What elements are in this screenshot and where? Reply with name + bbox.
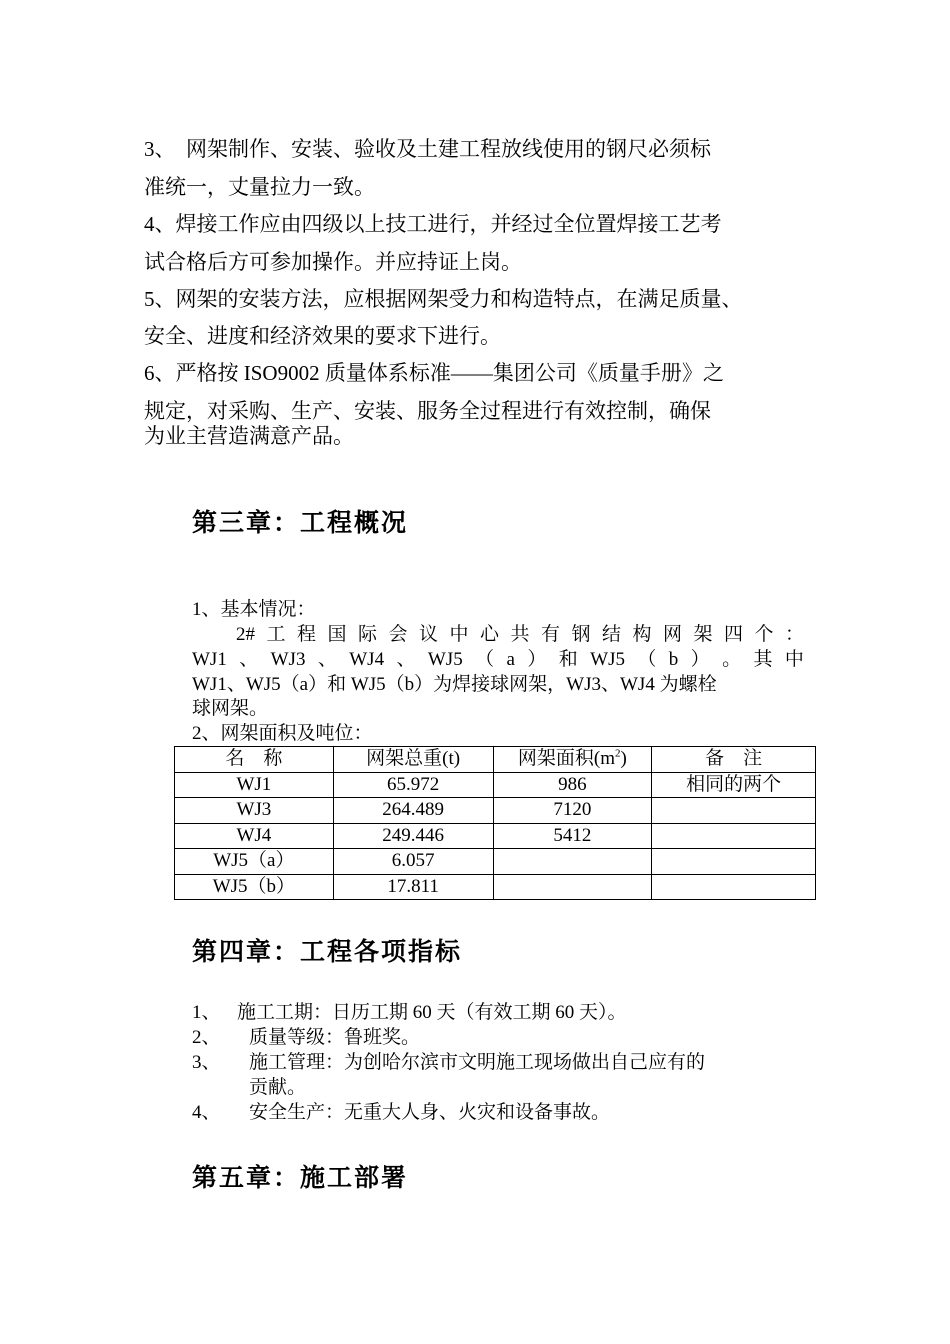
cell-name: WJ1 bbox=[175, 772, 334, 798]
cell-weight: 6.057 bbox=[333, 849, 493, 875]
header-area bbox=[493, 747, 652, 773]
area-tonnage-heading: 2、网架面积及吨位： bbox=[192, 723, 373, 744]
word: WJ5 bbox=[427, 649, 463, 670]
chapter-3-title: 第三章：工程概况 bbox=[192, 508, 409, 537]
word: a bbox=[506, 649, 515, 670]
table-row bbox=[175, 772, 816, 798]
word: 国 bbox=[327, 624, 347, 645]
word: 、 bbox=[396, 649, 416, 670]
word: 构 bbox=[632, 624, 652, 645]
cell-remark bbox=[652, 874, 816, 900]
item-6-line2: 规定，对采购、生产、安装、服务全过程进行有效控制，确保 bbox=[144, 399, 711, 423]
word: 共 bbox=[510, 624, 530, 645]
item-6-line3: 为业主营造满意产品。 bbox=[144, 424, 354, 448]
indicator-4-text: 安全生产：无重大人身、火灾和设备事故。 bbox=[249, 1102, 611, 1123]
word: 网 bbox=[662, 624, 682, 645]
word: 程 bbox=[296, 624, 316, 645]
header-name: 名 称 bbox=[175, 747, 334, 773]
word: WJ1 bbox=[192, 649, 227, 670]
cell-weight: 264.489 bbox=[333, 798, 493, 824]
word: 有 bbox=[540, 624, 560, 645]
word: 心 bbox=[479, 624, 499, 645]
indicator-1-num: 1、 bbox=[192, 1002, 221, 1023]
cell-name: WJ5（b） bbox=[175, 874, 334, 900]
cell-name: WJ4 bbox=[175, 823, 334, 849]
header-remark: 备 注 bbox=[652, 747, 816, 773]
cell-name: WJ5（a） bbox=[175, 849, 334, 875]
word: （ bbox=[475, 649, 495, 670]
cell-weight: 249.446 bbox=[333, 823, 493, 849]
word: WJ3 bbox=[270, 649, 306, 670]
basic-info-line4: 球网架。 bbox=[192, 698, 269, 719]
basic-info-heading: 1、基本情况： bbox=[192, 599, 316, 620]
word: 个 bbox=[754, 624, 774, 645]
indicator-1-text: 施工工期：日历工期 60 天（有效工期 60 天）。 bbox=[237, 1002, 627, 1023]
table-header-row bbox=[175, 747, 816, 773]
cell-weight: 17.811 bbox=[333, 874, 493, 900]
word: ） bbox=[690, 649, 710, 670]
item-5-line2: 安全、进度和经济效果的要求下进行。 bbox=[144, 324, 501, 348]
header-area-text: 网架面积(m bbox=[517, 748, 616, 770]
header-area-exponent: 2 bbox=[615, 747, 621, 760]
item-3-line1: 3、 网架制作、安装、验收及土建工程放线使用的钢尺必须标 bbox=[144, 137, 711, 161]
word: 架 bbox=[693, 624, 713, 645]
chapter-5-title: 第五章：施工部署 bbox=[192, 1163, 409, 1192]
word: 工 bbox=[266, 624, 286, 645]
item-4-line1: 4、焊接工作应由四级以上技工进行，并经过全位置焊接工艺考 bbox=[144, 212, 722, 236]
cell-area: 7120 bbox=[493, 798, 652, 824]
cell-area: 5412 bbox=[493, 823, 652, 849]
word: b bbox=[668, 649, 679, 670]
word: ： bbox=[784, 624, 804, 645]
grid-area-table bbox=[174, 746, 816, 900]
cell-area bbox=[493, 874, 652, 900]
basic-info-line3: WJ1、WJ5（a）和 WJ5（b）为焊接球网架，WJ3、WJ4 为螺栓 bbox=[192, 674, 717, 695]
indicator-3-text: 施工管理：为创哈尔滨市文明施工现场做出自己应有的 bbox=[249, 1052, 706, 1073]
basic-info-line2 bbox=[192, 648, 804, 672]
word: 议 bbox=[418, 624, 438, 645]
cell-remark bbox=[652, 798, 816, 824]
cell-remark bbox=[652, 849, 816, 875]
cell-remark bbox=[652, 823, 816, 849]
word: 和 bbox=[558, 649, 578, 670]
chapter-4-title: 第四章：工程各项指标 bbox=[192, 937, 463, 966]
word: 。 bbox=[722, 649, 742, 670]
cell-name: WJ3 bbox=[175, 798, 334, 824]
word: 、 bbox=[239, 649, 259, 670]
table-row bbox=[175, 798, 816, 824]
word: 中 bbox=[449, 624, 469, 645]
table-row bbox=[175, 849, 816, 875]
table-row bbox=[175, 874, 816, 900]
indicator-2-text: 质量等级：鲁班奖。 bbox=[249, 1027, 421, 1048]
word: 际 bbox=[357, 624, 377, 645]
word: WJ4 bbox=[349, 649, 385, 670]
word: WJ5 bbox=[590, 649, 625, 670]
indicator-3-cont: 贡献。 bbox=[249, 1077, 307, 1098]
indicator-3-num: 3、 bbox=[192, 1052, 221, 1073]
word: 其 bbox=[753, 649, 773, 670]
word: 、 bbox=[317, 649, 337, 670]
basic-info-line1 bbox=[236, 623, 804, 647]
indicator-4-num: 4、 bbox=[192, 1102, 221, 1123]
item-6-line1: 6、严格按 ISO9002 质量体系标准——集团公司《质量手册》之 bbox=[144, 361, 724, 385]
word: ） bbox=[527, 649, 547, 670]
item-4-line2: 试合格后方可参加操作。并应持证上岗。 bbox=[144, 250, 522, 274]
cell-weight: 65.972 bbox=[333, 772, 493, 798]
header-weight: 网架总重(t) bbox=[333, 747, 493, 773]
cell-area bbox=[493, 849, 652, 875]
cell-area: 986 bbox=[493, 772, 652, 798]
word: 四 bbox=[723, 624, 743, 645]
table-row bbox=[175, 823, 816, 849]
word: 中 bbox=[784, 649, 804, 670]
item-3-line2: 准统一，丈量拉力一致。 bbox=[144, 175, 375, 199]
word: 2# bbox=[236, 624, 255, 645]
word: 会 bbox=[388, 624, 408, 645]
word: 结 bbox=[601, 624, 621, 645]
word: 钢 bbox=[571, 624, 591, 645]
cell-remark: 相同的两个 bbox=[652, 772, 816, 798]
item-5-line1: 5、网架的安装方法，应根据网架受力和构造特点，在满足质量、 bbox=[144, 287, 743, 311]
header-area-close: ) bbox=[620, 748, 627, 770]
indicator-2-num: 2、 bbox=[192, 1027, 221, 1048]
word: （ bbox=[637, 649, 657, 670]
